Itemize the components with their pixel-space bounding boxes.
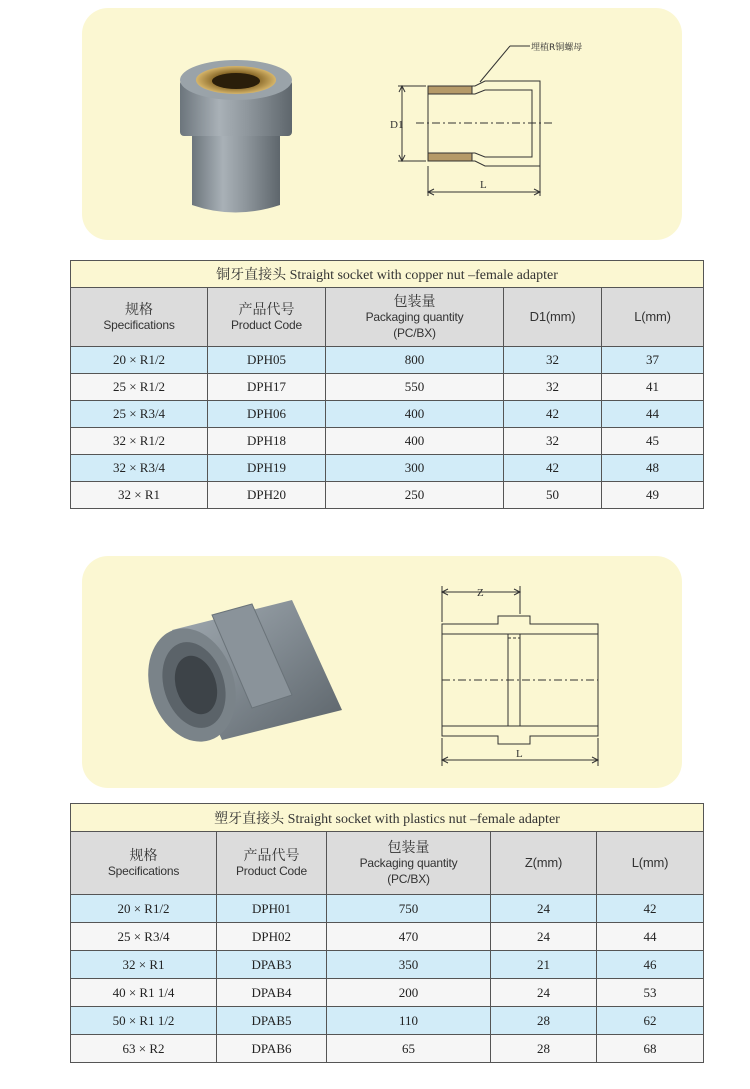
length-cell: 37 xyxy=(602,347,704,374)
length-cell: 49 xyxy=(602,482,704,509)
product-code-cell: DPAB5 xyxy=(217,1007,327,1035)
d1-label: D1 xyxy=(390,119,404,131)
packaging-qty-cell: 300 xyxy=(326,455,504,482)
spec-cell: 32 × R1 xyxy=(71,951,217,979)
spec-cell: 25 × R3/4 xyxy=(71,401,208,428)
header-product-code: 产品代号 Product Code xyxy=(217,832,327,895)
table-row xyxy=(71,455,704,482)
header-product-code: 产品代号 Product Code xyxy=(208,288,326,347)
table-row xyxy=(71,951,704,979)
callout-label: 埋植R铜螺母 xyxy=(531,43,583,53)
dim-cell: 32 xyxy=(504,428,602,455)
dim-cell: 24 xyxy=(491,895,597,923)
dim-cell: 42 xyxy=(504,455,602,482)
header-l: L(mm) xyxy=(597,832,704,895)
length-cell: 46 xyxy=(597,951,704,979)
table-row xyxy=(71,923,704,951)
header-d1: D1(mm) xyxy=(504,288,602,347)
length-cell: 62 xyxy=(597,1007,704,1035)
dim-cell: 28 xyxy=(491,1035,597,1063)
packaging-qty-cell: 470 xyxy=(327,923,491,951)
spec-table-copper-nut xyxy=(70,260,704,509)
dim-cell: 42 xyxy=(504,401,602,428)
dim-cell: 32 xyxy=(504,374,602,401)
product-code-cell: DPH20 xyxy=(208,482,326,509)
packaging-qty-cell: 400 xyxy=(326,401,504,428)
packaging-qty-cell: 350 xyxy=(327,951,491,979)
table-row xyxy=(71,1035,704,1063)
length-cell: 68 xyxy=(597,1035,704,1063)
product-code-cell: DPH05 xyxy=(208,347,326,374)
l-label: L xyxy=(480,179,487,191)
spec-cell: 20 × R1/2 xyxy=(71,347,208,374)
spec-table-plastics-nut xyxy=(70,803,704,1063)
dim-cell: 50 xyxy=(504,482,602,509)
dim-cell: 21 xyxy=(491,951,597,979)
dim-cell: 28 xyxy=(491,1007,597,1035)
length-cell: 44 xyxy=(597,923,704,951)
product-code-cell: DPAB6 xyxy=(217,1035,327,1063)
table-row xyxy=(71,482,704,509)
table-row xyxy=(71,401,704,428)
spec-cell: 32 × R3/4 xyxy=(71,455,208,482)
product-code-cell: DPH18 xyxy=(208,428,326,455)
product-code-cell: DPH17 xyxy=(208,374,326,401)
header-z: Z(mm) xyxy=(491,832,597,895)
l-label: L xyxy=(516,748,523,760)
table-row xyxy=(71,1007,704,1035)
table-row xyxy=(71,374,704,401)
length-cell: 45 xyxy=(602,428,704,455)
header-specifications: 规格 Specifications xyxy=(71,832,217,895)
table-row xyxy=(71,979,704,1007)
length-cell: 48 xyxy=(602,455,704,482)
table-row xyxy=(71,428,704,455)
table-title: 铜牙直接头 Straight socket with copper nut –female adapter xyxy=(71,261,704,288)
packaging-qty-cell: 200 xyxy=(327,979,491,1007)
packaging-qty-cell: 400 xyxy=(326,428,504,455)
copper-nut-adapter-photo xyxy=(170,50,310,220)
spec-cell: 50 × R1 1/2 xyxy=(71,1007,217,1035)
length-cell: 41 xyxy=(602,374,704,401)
packaging-qty-cell: 550 xyxy=(326,374,504,401)
header-packaging-quantity: 包装量 Packaging quantity (PC/BX) xyxy=(327,832,491,895)
spec-cell: 25 × R3/4 xyxy=(71,923,217,951)
packaging-qty-cell: 65 xyxy=(327,1035,491,1063)
z-label: Z xyxy=(477,587,484,599)
spec-cell: 40 × R1 1/4 xyxy=(71,979,217,1007)
product-code-cell: DPAB4 xyxy=(217,979,327,1007)
header-specifications: 规格 Specifications xyxy=(71,288,208,347)
spec-cell: 32 × R1 xyxy=(71,482,208,509)
length-cell: 44 xyxy=(602,401,704,428)
spec-cell: 20 × R1/2 xyxy=(71,895,217,923)
header-l: L(mm) xyxy=(602,288,704,347)
table-row xyxy=(71,895,704,923)
product-code-cell: DPH01 xyxy=(217,895,327,923)
length-cell: 53 xyxy=(597,979,704,1007)
spec-cell: 63 × R2 xyxy=(71,1035,217,1063)
packaging-qty-cell: 800 xyxy=(326,347,504,374)
plastics-nut-adapter-diagram xyxy=(420,576,620,776)
spec-cell: 25 × R1/2 xyxy=(71,374,208,401)
dim-cell: 32 xyxy=(504,347,602,374)
spec-cell: 32 × R1/2 xyxy=(71,428,208,455)
packaging-qty-cell: 750 xyxy=(327,895,491,923)
dim-cell: 24 xyxy=(491,979,597,1007)
dim-cell: 24 xyxy=(491,923,597,951)
product-code-cell: DPAB3 xyxy=(217,951,327,979)
copper-nut-adapter-diagram xyxy=(380,36,630,206)
header-packaging-quantity: 包装量 Packaging quantity (PC/BX) xyxy=(326,288,504,347)
packaging-qty-cell: 110 xyxy=(327,1007,491,1035)
length-cell: 42 xyxy=(597,895,704,923)
table-row xyxy=(71,347,704,374)
packaging-qty-cell: 250 xyxy=(326,482,504,509)
table-title: 塑牙直接头 Straight socket with plastics nut –female adapter xyxy=(71,804,704,832)
plastics-nut-adapter-photo xyxy=(142,590,352,760)
product-code-cell: DPH02 xyxy=(217,923,327,951)
product-code-cell: DPH19 xyxy=(208,455,326,482)
product-code-cell: DPH06 xyxy=(208,401,326,428)
